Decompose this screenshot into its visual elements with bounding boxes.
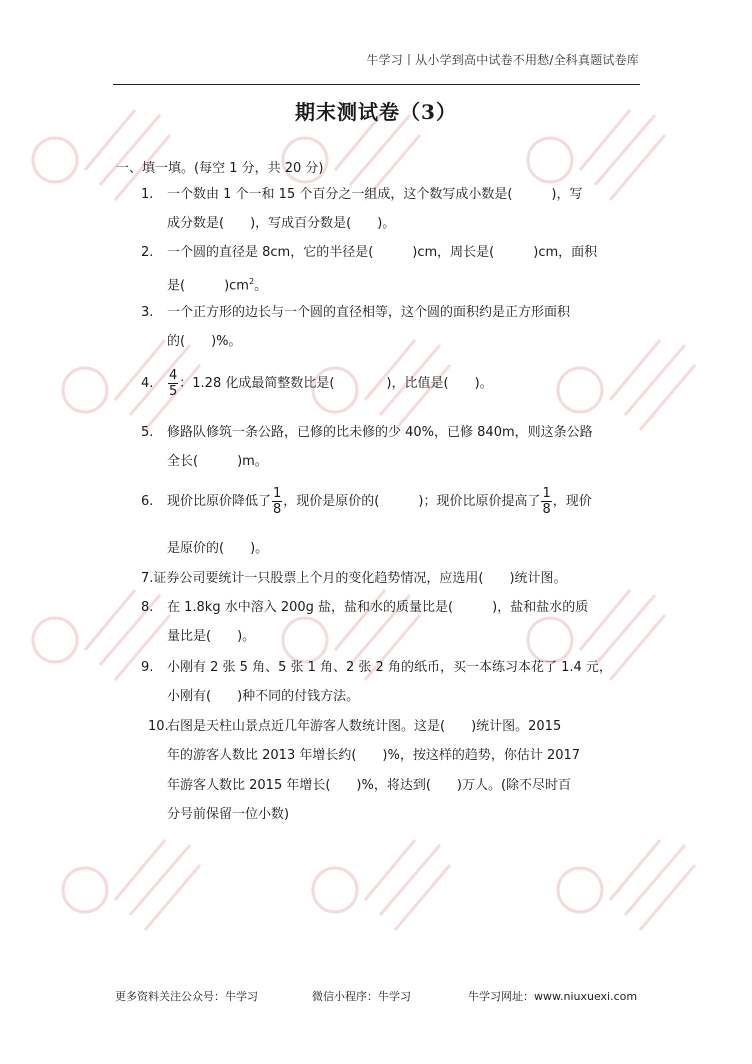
fraction bbox=[168, 368, 178, 399]
watermark-logo-icon bbox=[528, 138, 572, 182]
question-3-line2: 的( )%。 bbox=[167, 334, 242, 349]
question-number: 3. bbox=[141, 305, 154, 320]
question-text: 是( )cm bbox=[167, 278, 249, 294]
question-text: 一个正方形的边长与一个圆的直径相等，这个圆的面积约是正方形面积 bbox=[167, 305, 571, 320]
fraction-denominator: 8 bbox=[273, 502, 282, 517]
question-number: 1. bbox=[141, 187, 154, 202]
question-10-line4: 分号前保留一位小数) bbox=[167, 807, 290, 822]
question-number: 9. bbox=[141, 660, 154, 675]
fraction-numerator: 4 bbox=[169, 368, 178, 383]
question-text: 。 bbox=[254, 278, 268, 294]
question-9-line2: 小刚有( )种不同的付钱方法。 bbox=[167, 689, 360, 704]
fraction bbox=[272, 486, 282, 517]
question-3 bbox=[141, 304, 570, 322]
header-tagline: 牛学习丨从小学到高中试卷不用愁/全科真题试卷库 bbox=[366, 53, 639, 67]
question-text: 在 1.8kg 水中溶入 200g 盐，盐和水的质量比是( )，盐和盐水的质 bbox=[167, 600, 589, 615]
watermark-logo-icon bbox=[33, 618, 77, 662]
question-9 bbox=[141, 659, 612, 677]
question-10-line3: 年游客人数比 2015 年增长( )%，将达到( )万人。(除不尽时百 bbox=[167, 778, 572, 793]
question-1 bbox=[141, 186, 583, 204]
question-10 bbox=[148, 718, 561, 736]
question-number: 4. bbox=[141, 376, 154, 391]
question-4 bbox=[141, 368, 493, 399]
question-text: ，现价 bbox=[552, 494, 592, 509]
question-8-line2: 量比是( )。 bbox=[167, 629, 256, 644]
question-text: 小刚有 2 张 5 角、5 张 1 角、2 张 2 角的纸币，买一本练习本花了 1.4 元， bbox=[167, 660, 612, 675]
watermark-stroke-icon bbox=[115, 840, 200, 930]
watermark-logo-icon bbox=[558, 868, 602, 912]
watermark-logo-icon bbox=[528, 618, 572, 662]
question-number: 6. bbox=[141, 494, 154, 509]
question-text: 一个圆的直径是 8cm，它的半径是( )cm，周长是( )cm，面积 bbox=[167, 245, 598, 260]
watermark-logo-icon bbox=[558, 368, 602, 412]
fraction-numerator: 1 bbox=[542, 486, 551, 501]
question-text: ，现价是原价的( )；现价比原价提高了 bbox=[283, 494, 541, 509]
watermark-stroke-icon bbox=[610, 840, 695, 930]
question-number: 8. bbox=[141, 600, 154, 615]
watermark-logo-icon bbox=[283, 618, 327, 662]
footer-website-link[interactable]: 牛学习网址：www.niuxuexi.com bbox=[468, 990, 638, 1003]
question-2 bbox=[141, 244, 597, 262]
superscript: 2 bbox=[248, 277, 255, 286]
watermark-logo-icon bbox=[33, 138, 77, 182]
watermark-stroke-icon bbox=[365, 840, 450, 930]
section-heading: 一、填一填。(每空 1 分，共 20 分) bbox=[116, 161, 324, 176]
question-number: 5. bbox=[141, 425, 154, 440]
header-divider bbox=[113, 84, 640, 85]
fraction-denominator: 5 bbox=[169, 384, 178, 399]
watermark-stroke-icon bbox=[610, 340, 695, 430]
watermark-logo-icon bbox=[63, 368, 107, 412]
page-title: 期末测试卷（3） bbox=[295, 100, 457, 124]
question-2-line2 bbox=[167, 273, 267, 295]
watermark-logo-icon bbox=[313, 868, 357, 912]
footer-wechat-account: 更多资料关注公众号：牛学习 bbox=[115, 990, 258, 1003]
question-number: 10. bbox=[148, 719, 169, 734]
fraction bbox=[541, 486, 551, 517]
question-6 bbox=[141, 486, 592, 517]
question-text: 修路队修筑一条公路，已修的比未修的少 40%，已修 840m，则这条公路 bbox=[167, 425, 593, 440]
question-1-line2: 成分数是( )，写成百分数是( )。 bbox=[167, 216, 396, 231]
question-8 bbox=[141, 599, 588, 617]
watermark-logo-icon bbox=[63, 868, 107, 912]
question-5-line2: 全长( )m。 bbox=[167, 454, 268, 469]
question-text: ：1.28 化成最简整数比是( )，比值是( )。 bbox=[179, 376, 493, 391]
question-text: 右图是天柱山景点近几年游客人数统计图。这是( )统计图。2015 bbox=[167, 719, 562, 734]
question-5 bbox=[141, 424, 593, 442]
fraction-numerator: 1 bbox=[273, 486, 282, 501]
question-number: 2. bbox=[141, 245, 154, 260]
question-7: 7.证券公司要统计一只股票上个月的变化趋势情况，应选用( )统计图。 bbox=[141, 571, 567, 586]
question-10-line2: 年的游客人数比 2013 年增长约( )%，按这样的趋势，你估计 2017 bbox=[167, 748, 581, 763]
question-6-line2: 是原价的( )。 bbox=[167, 541, 269, 556]
question-text: 现价比原价降低了 bbox=[167, 494, 272, 509]
footer-mini-program: 微信小程序：牛学习 bbox=[312, 990, 411, 1003]
question-text: 一个数由 1 个一和 15 个百分之一组成，这个数写成小数是( )，写 bbox=[167, 187, 583, 202]
fraction-denominator: 8 bbox=[542, 502, 551, 517]
